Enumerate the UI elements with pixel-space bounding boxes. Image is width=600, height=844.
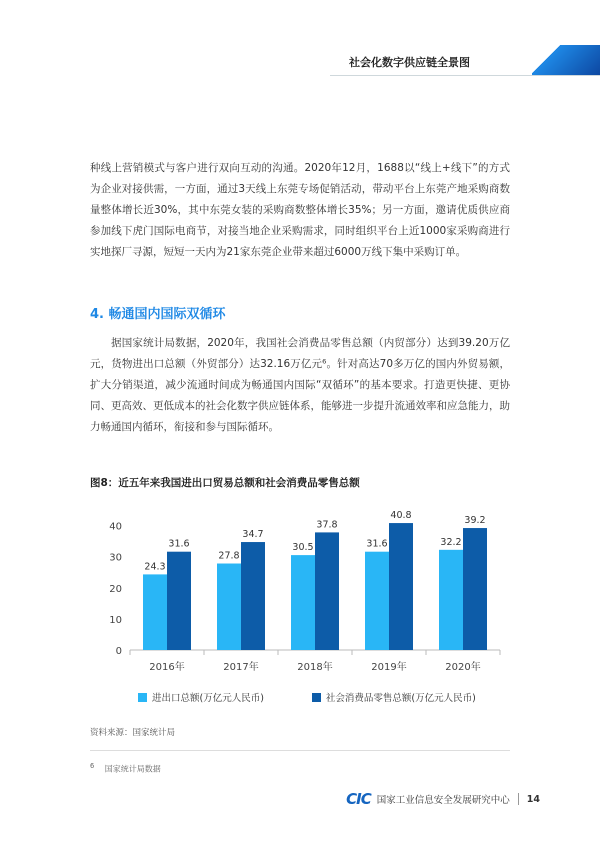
bar	[291, 555, 315, 650]
bar	[167, 552, 191, 650]
footer-org: 国家工业信息安全发展研究中心	[376, 795, 510, 806]
data-label: 30.5	[292, 542, 314, 554]
x-tick-label: 2019年	[371, 662, 407, 673]
figure-title: 图8：近五年来我国进出口贸易总额和社会消费品零售总额	[90, 477, 360, 489]
x-tick-label: 2017年	[223, 662, 259, 673]
y-tick-label: 40	[109, 521, 122, 533]
legend-swatch	[138, 693, 147, 702]
data-label: 34.7	[242, 529, 264, 541]
bar	[143, 574, 167, 650]
bar	[439, 550, 463, 650]
footnote-mark: 6	[90, 762, 95, 770]
data-label: 31.6	[366, 538, 388, 550]
footer-separator	[518, 793, 519, 805]
bar	[217, 564, 241, 650]
running-header: 社会化数字供应链全景图	[349, 56, 470, 69]
footnote	[90, 762, 161, 775]
bar	[389, 523, 413, 650]
y-tick-label: 30	[109, 552, 122, 564]
y-tick-label: 0	[115, 646, 122, 657]
section-heading: 4. 畅通国内国际双循环	[90, 307, 226, 322]
legend-item-retail	[312, 690, 476, 704]
y-tick-label: 20	[109, 583, 122, 595]
x-tick-label: 2020年	[445, 662, 481, 673]
legend-label: 进出口总额(万亿元人民币)	[152, 693, 264, 704]
x-tick-label: 2016年	[149, 662, 185, 673]
legend-item-import-export	[138, 690, 264, 704]
cic-logo: CIC	[346, 790, 371, 808]
page-number: 14	[526, 793, 540, 805]
data-label: 24.3	[144, 561, 166, 573]
figure-source: 资料来源：国家统计局	[90, 728, 176, 738]
footnote-divider	[90, 750, 510, 751]
data-label: 32.2	[440, 536, 462, 548]
body-paragraph-1: 种线上营销模式与客户进行双向互动的沟通。2020年12月，1688以“线上+线下”的方式为企业对接供需，一方面，通过3天线上东莞专场促销活动，带动平台上东莞产地采购商数量整体增长近30%，其中东莞女装的采购商数整体增长35%；另一方面，邀请优质供应商参加线下虎门国际电商节，对接当地企业采购需求，同时组织平台上近1000家采购商进行实地探厂寻源，短短一天内为21家东莞企业带来超过6000万线下集中采购订单。	[90, 162, 510, 258]
body-paragraph-2: 据国家统计局数据，2020年，我国社会消费品零售总额（内贸部分）达到39.20万亿元，货物进出口总额（外贸部分）达32.16万亿元⁶。针对高达70多万亿的国内外贸易额，扩大分销渠道，减少流通时间成为畅通国内国际“双循环”的基本要求。打造更快捷、更协同、更高效、更低成本的社会化数字供应链体系，能够进一步提升流通效率和应急能力，助力畅通国内循环，衔接和参与国际循环。	[90, 337, 510, 433]
legend-swatch	[312, 693, 321, 702]
data-label: 27.8	[218, 550, 240, 562]
legend-label: 社会消费品零售总额(万亿元人民币)	[325, 693, 476, 704]
bar	[241, 542, 265, 650]
page-footer	[346, 790, 540, 808]
bar-chart	[90, 500, 510, 680]
header-accent-band	[532, 45, 600, 75]
y-tick-label: 10	[109, 614, 122, 626]
data-label: 39.2	[464, 515, 486, 527]
data-label: 31.6	[168, 538, 190, 550]
bar	[463, 528, 487, 650]
footnote-text: 国家统计局数据	[104, 764, 161, 774]
bar	[365, 552, 389, 650]
header-rule	[330, 75, 600, 76]
x-tick-label: 2018年	[297, 662, 333, 673]
chart-legend	[90, 690, 510, 704]
data-label: 37.8	[316, 519, 338, 531]
bar	[315, 532, 339, 650]
data-label: 40.8	[390, 510, 412, 522]
